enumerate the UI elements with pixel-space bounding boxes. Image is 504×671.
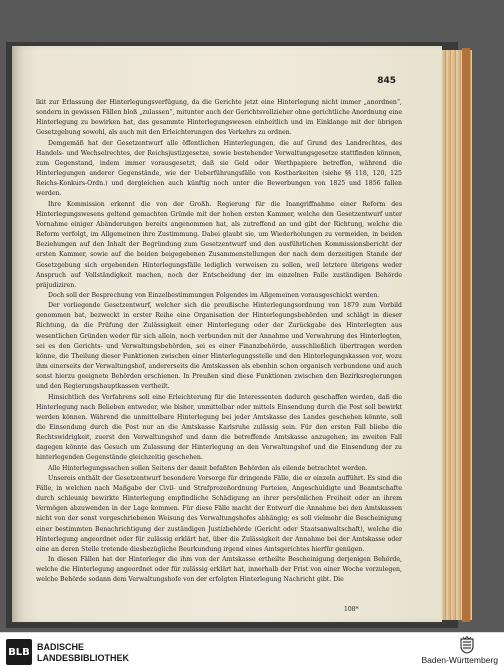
book-page: [12, 46, 442, 622]
paragraph: Demgemäß hat der Gesetzentwurf alle öffentlichen Hinterlegungen, die auf Grund des Landrechtes, des Handels- und Wechselrechtes, der Reichsjustizgesetze, sowie bestehender Verwaltungsgesetze stattfinden können, zum Gegenstand, indem immer vorausgesetzt, daß sie Geld oder Werthpapiere betreffen, während die Hinterlegungen anderer Gegenstände, wie der Ueberführungsfälle von Kostbarkeiten (siehe §§ 118, 120, 125 Reichs-Konkurs-Ordn.) und dergleichen auch künftig noch unter die Bewerbungen von 1825 und 1856 fallen werden.: [36, 139, 402, 198]
library-name[interactable]: [37, 642, 129, 664]
footer-bar: [0, 632, 504, 671]
library-name-line2: LANDESBIBLIOTHEK: [37, 653, 129, 663]
page-number: 845: [377, 76, 396, 86]
coat-of-arms-icon[interactable]: [460, 636, 474, 654]
paragraph: Doch soll der Besprechung von Einzelbestimmungen Folgendes im Allgemeinen vorausgeschickt werden.: [48, 291, 380, 299]
paragraph: Ihre Kommission erkennt die von der Großh. Regierung für die Inangriffnahme einer Reform des Hinterlegungswesens geltend gemachten Gründe mit der hohen ersten Kammer, welche den Gesetzentwurf unter Vornahme einiger Abänderungen bereits angenommen hat, als zutreffend an und gibt der Richtung, welche die Reform verfolgt, im Allgemeinen ihre Zustimmung. Dabei glaubt sie, um Wiederholungen zu vermeiden, in beiden Beziehungen auf den Inhalt der Begründung zum Gesetzentwurf und den ausführlichen Kommissionsbericht der ersten Kammer, sowie auf die beiden beigegebenen Zusammenstellungen der nach dem derzeitigen Stande der Gesetzgebung sich ergebenden Hinterlegungsfälle lediglich verweisen zu sollen, weil letztere übrigens weder Anspruch auf Vollständigkeit machen, noch der Entscheidung der im einzelnen Falle zuständigen Behörde präjudiziren.: [36, 200, 402, 289]
paragraph: Alle Hinterlegungssachen sollen Seitens der damit befaßten Behörden als eilende betrachtet werden.: [48, 464, 368, 472]
book-cover-edge: [462, 48, 470, 622]
paragraph: In diesen Fällen hat der Hinterleger die ihm von der Amtskasse ertheilte Bescheinigung derjenigen Behörde, welche die Hinterlegung angeordnet oder für zulässig erklärt hat, innerhalb der Frist von einer Woche vorzulegen, welche Behörde sodann dem Verwaltungshofe von der erfolgten Hinterlegung Nachricht gibt. Die: [36, 556, 402, 584]
page-text: [36, 98, 402, 586]
region-name: Baden-Württemberg: [421, 655, 498, 665]
paragraph: Hinsichtlich des Verfahrens soll eine Erleichterung für die Interessenten dadurch geschaffen werden, daß die Hinterlegung nach Belieben entweder, wie bisher, unmittelbar oder mittels Einsendung durch die Post soll bewirkt werden können. Während die unmittelbare Hinterlegung bei jeder Amtskasse des Landes geschehen könnte, soll die Einsendung durch die Post nur an die Amtskasse Karlsruhe zulässig sein. Für den ersten Fall bliebe die Rechtswidrigkeit, zuerst den Verwaltungshof und dann die betreffende Amtskasse anzugehen; im zweiten Fall dagegen könnte das Gesuch um Zulassung der Hinterlegung an den Verwaltungshof und die Einsendung der zu hinterlegenden Gegenstände gleichzeitig geschehen.: [36, 393, 402, 462]
library-name-line1: BADISCHE: [37, 642, 85, 652]
blb-logo-icon[interactable]: [6, 639, 32, 665]
paragraph: lkit zur Erlassung der Hinterlegungsverfügung, da die Gerichte jetzt eine Hinterlegung nicht immer „anordnen“, sondern in gewissen Fällen bloß „zulassen“, mitunter auch der Gerichtsvollzieher ohne gerichtliche Anordnung eine Hinterlegung zu bewirken hat, das gesammte Hinterlegungswesen einheitlich und im Einklange mit der übrigen Gesetzgebung sowohl, als auch mit den Erleichterungen des Verkehrs zu ordnen.: [36, 99, 402, 137]
paragraph: Unsereis enthält der Gesetzentwurf besondere Vorsorge für dringende Fälle, die er einzeln aufführt. Es sind die Fälle, in welchen nach Maßgabe der Civil- und Strafprozeßordnung Parteien, Angeschuldigte und Beamtschafte durch schleunig bewirkte Hinterlegung empfindliche Schädigung an ihrer persönlichen Freiheit oder an ihrem Vermögen abzuwenden in der Lage kommen. Für diese Fälle macht der Entwurf die Annahme bei den Amtskassen nicht von der sonst vorgeschriebenen Weisung des Verwaltungshofes abhängig; es soll vielmehr die Bescheinigung einer bestimmten Benachrichtigung der zuständigen Justizbehörde (Gericht oder Staatsanwaltschaft), welche die Hinterlegung angeordnet oder für zulässig erklärt hat, über die Zulässigkeit der Annahme bei der Amtskasse oder eine an deren Stelle tretende diesbezügliche Beurkundung irgend eines Amtsgerichtes hierfür genügen.: [36, 474, 402, 553]
logo-text: BLB: [8, 646, 30, 658]
paragraph: Der vorliegende Gesetzentwurf, welcher sich die preußische Hinterlegungsordnung von 1879 zum Vorbild genommen hat, bezweckt in erster Reihe eine Organisation der Hinterlegungsbehörden und schlägt in dieser Richtung, da die Prüfung der Zulässigkeit einer Hinterlegung oder der Zurückgabe des Hinterlegten aus wesentlichen Gründen weder für sich allein, noch verbunden mit der Annahme und Verwahrung des Hinterlegten, sei es den Gerichts- und Verwaltungsbehörden, sei es einer Finanzbehörde, ausschließlich übertragen werden könne, die Theilung dieser Funktionen zwischen einer Hinterlegungsstelle und den Hinterlegungskassen vor, wozu ihm einerseits der Verwaltungshof, andererseits die Amtskassen als ebenhin schon organisch verbundene und auch sonst hierzu geeignete Behörden erschienen. In Preußen sind diese Funktionen zwischen den Bezirksregierungen und den Regierungshauptkassen vertheilt.: [36, 302, 402, 391]
sheet-signature: 108*: [344, 606, 359, 613]
